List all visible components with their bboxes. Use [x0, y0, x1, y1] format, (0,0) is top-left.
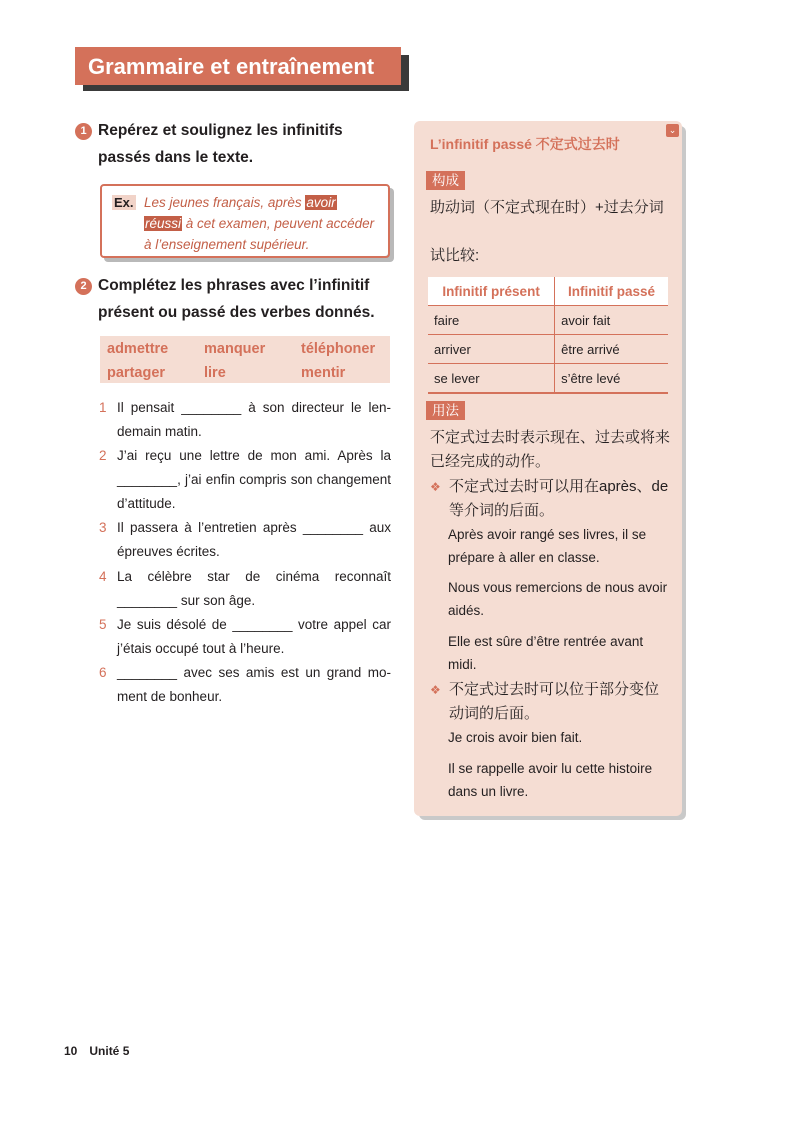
- bullet-text: 不定式过去时可以用在après、de等介词的后面。: [449, 478, 669, 519]
- item-text: Il pensait ________ à son directeur le lendemain matin.: [117, 400, 391, 439]
- example-sentence: Je crois avoir bien fait.: [448, 730, 583, 745]
- example-sentence: Il se rappelle avoir lu cette histoire dans un livre.: [448, 761, 653, 799]
- section-label-usage: 用法: [426, 401, 465, 420]
- table-header: Infinitif présent: [428, 277, 555, 306]
- exercise-number-badge: 1: [75, 123, 92, 140]
- item-text: J’ai reçu une lettre de mon ami. Après la ________, j’ai enfin compris son changement d’attitude.: [117, 448, 391, 511]
- table-cell: s’être levé: [555, 364, 668, 394]
- exercise-2-text: Complétez les phrases avec l’infinitif présent ou passé des verbes donnés.: [98, 277, 375, 321]
- exercise-item: [99, 565, 391, 613]
- word-bank: [100, 336, 390, 383]
- word-bank-item: téléphoner: [301, 341, 376, 357]
- word-bank-item: admettre: [107, 341, 169, 357]
- usage-text: 不定式过去时表示现在、过去或将来已经完成的动作。: [430, 429, 671, 470]
- item-number: 5: [99, 617, 107, 632]
- example-text: [144, 192, 382, 255]
- table-row: [428, 306, 668, 335]
- example-sentence: Après avoir rangé ses livres, il se prépare à aller en classe.: [448, 527, 647, 565]
- item-text: Il passera à l’entretien après ________ aux épreuves écrites.: [117, 520, 391, 559]
- word-bank-item: lire: [204, 365, 226, 381]
- table-header: Infinitif passé: [555, 277, 668, 306]
- item-text: Je suis désolé de ________ votre appel car j’étais occupé tout à l’heure.: [117, 617, 391, 656]
- page-footer: [64, 1044, 129, 1058]
- example-label: Ex.: [114, 195, 134, 210]
- item-number: 6: [99, 665, 107, 680]
- page-number: 10: [64, 1044, 78, 1058]
- section-label-formation: 构成: [426, 171, 465, 190]
- example-sentence: Elle est sûre d’être rentrée avant midi.: [448, 634, 644, 672]
- item-number: 4: [99, 569, 107, 584]
- exercise-2-instruction: [75, 272, 393, 326]
- item-number: 2: [99, 448, 107, 463]
- exercise-item: [99, 613, 391, 661]
- exercise-item: [99, 661, 391, 709]
- exercise-item: [99, 516, 391, 564]
- word-bank-item: manquer: [204, 341, 266, 357]
- example-text-after: à cet examen, peuvent accéder à l’enseignement supérieur.: [144, 216, 375, 252]
- sidebar-title: L’infinitif passé 不定式过去时: [430, 136, 620, 152]
- example-text-before: Les jeunes français, après: [144, 195, 306, 210]
- conjugation-table: [428, 277, 668, 394]
- table-cell: arriver: [428, 335, 555, 364]
- table-header-row: [428, 277, 668, 306]
- word-bank-item: partager: [107, 365, 166, 381]
- formation-text: 助动词（不定式现在时）+过去分词: [430, 199, 664, 216]
- exercise-item: [99, 444, 391, 516]
- diamond-bullet-icon: ❖: [430, 683, 441, 697]
- compare-label: 试比较:: [430, 247, 480, 264]
- table-cell: se lever: [428, 364, 555, 394]
- page-title: Grammaire et entraînement: [75, 47, 401, 85]
- exercise-item: [99, 396, 391, 444]
- section-title-banner: [75, 47, 409, 91]
- highlighted-word: réussi: [145, 216, 182, 231]
- item-number: 3: [99, 520, 107, 535]
- diamond-bullet-icon: ❖: [430, 480, 441, 494]
- table-row: [428, 335, 668, 364]
- exercise-number-badge: 2: [75, 278, 92, 295]
- usage-bullet: [430, 475, 672, 523]
- exercise-1-text: Repérez et soulignez les infinitifs passés dans le texte.: [98, 122, 343, 166]
- bullet-text: 不定式过去时可以位于部分变位动词的后面。: [449, 681, 660, 722]
- highlighted-word: avoir: [306, 195, 336, 210]
- item-text: ________ avec ses amis est un grand moment de bonheur.: [117, 665, 391, 704]
- unit-label: Unité 5: [89, 1044, 130, 1058]
- table-row: [428, 364, 668, 394]
- usage-bullet: [430, 678, 672, 726]
- table-cell: être arrivé: [555, 335, 668, 364]
- word-bank-item: mentir: [301, 365, 346, 381]
- table-cell: avoir fait: [555, 306, 668, 335]
- example-sentence: Nous vous remercions de nous avoir aidés.: [448, 580, 668, 618]
- table-cell: faire: [428, 306, 555, 335]
- example-box: [100, 184, 390, 258]
- item-number: 1: [99, 400, 107, 415]
- item-text: La célèbre star de cinéma reconnaît ________ sur son âge.: [117, 569, 391, 608]
- exercise-1-instruction: [75, 117, 393, 171]
- chevron-down-icon[interactable]: ⌄: [666, 124, 679, 137]
